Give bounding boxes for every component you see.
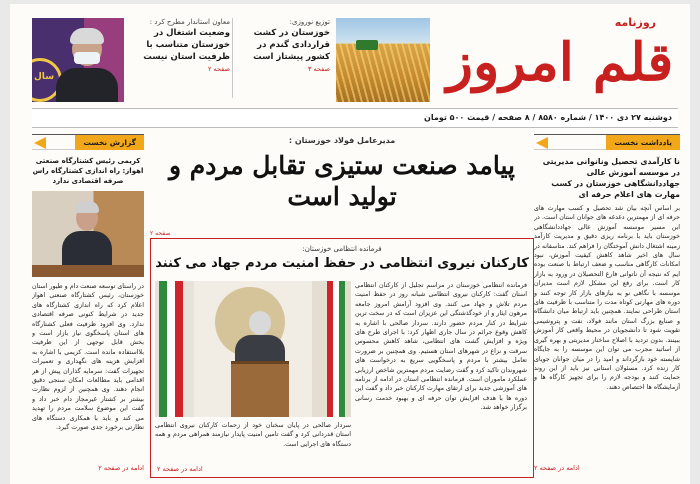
continued-ref[interactable]: ادامه در صفحه ۲ [98, 464, 144, 472]
masthead [10, 4, 690, 110]
newspaper-logo[interactable] [444, 16, 676, 106]
dateline: دوشنبه ۲۷ دی ۱۴۰۰ / شماره ۸۵۸۰ / ۸ صفحه / قیمت ۵۰۰ تومان [32, 108, 678, 128]
promo-wheat[interactable] [234, 18, 430, 102]
newspaper-page [10, 4, 690, 484]
section-label: یادداشت نخست [606, 135, 680, 150]
story-photo [155, 281, 351, 417]
promo-employment[interactable] [32, 18, 230, 102]
story-body: فرمانده انتظامی خوزستان در مراسم تجلیل از کارکنان انتظامی استان گفت: کارکنان نیروی انتظامی شبانه روز در حفظ امنیت مردم تلاش و جهاد می کنند. وی افزود آرامش امروز جامعه مرهون ایثار و از خودگذشتگی این عزیزان است که در سخت ترین شرایط در کنار مردم حضور دارند. سردار صالحی با اشاره به کاهش وقوع جرائم در سال جاری اظهار کرد: با اجرای طرح های ویژه و افزایش گشت های انتظامی، شاهد کاهش محسوس سرقت و نزاع در شهرهای استان هستیم. وی همچنین بر ضرورت تعامل بیشتر با مردم و پاسخگویی سریع به درخواست های شهروندان تاکید کرد و گفت رضایت مردم مهمترین شاخص ارزیابی عملکرد ماموران است. فرمانده انتظامی استان در ادامه از برنامه های آموزشی جدید برای ارتقای مهارت کارکنان خبر داد و گفت این دوره ها با هدف افزایش توان حرفه ای و بهبود خدمت رسانی برگزار خواهد شد. [355, 282, 527, 412]
arrow-left-icon [34, 137, 46, 149]
story-caption: سردار صالحی در پایان سخنان خود از زحمات کارکنان نیروی انتظامی استان قدردانی کرد و گفت تامین امنیت پایدار نیازمند همراهی مردم و همه دستگاه های اجرایی است. [155, 422, 351, 448]
editorial-body: بر اساس آنچه بیان شد تحصیل و کسب مهارت های حرفه ای از مهمترین دغدغه های جوانان استان است. در این مسیر موسسه آموزش عالی جهاددانشگاهی خوزستان باید با برنامه ریزی دقیق و مدیریت کارآمد زمینه اشتغال دانش آموختگان را فراهم کند. متاسفانه در سال های اخیر شاهد کاهش کیفیت آموزش، نبود امکانات کارگاهی مناسب و ضعف ارتباط با صنعت بوده ایم که نتیجه آن ناتوانی فارغ التحصیلان در ورود به بازار کار است. برای رفع این مشکل لازم است مدیران موسسه با نگاهی نو به نیازهای بازار کار توجه کنند و دوره های مهارتی کوتاه مدت را متناسب با ظرفیت های استان طراحی نمایند. همچنین باید ارتباط میان دانشگاه و صنایع بزرگ استان مانند فولاد، نفت و پتروشیمی تقویت شود تا دانشجویان در محیط واقعی کار آموزش ببینند. بدون تردید با اصلاح ساختار مدیریتی و بهره گیری از اساتید مجرب می توان این موسسه را به جایگاه شایسته خود بازگرداند و امید را در میان جوانان جویای کار زنده کرد. مسئولان استانی نیز باید از این روند حمایت کنند و بودجه لازم را برای تجهیز کارگاه ها و آزمایشگاه ها اختصاص دهند. [534, 205, 680, 391]
lead-overline: مدیرعامل فولاد خوزستان : [288, 136, 396, 145]
photo-ring-text: سال [34, 72, 55, 82]
story-overline: فرمانده انتظامی خوزستان: [302, 245, 382, 253]
police-story [150, 238, 534, 478]
continued-ref[interactable]: ادامه در صفحه ۲ [534, 464, 580, 472]
story-headline[interactable]: کارکنان نیروی انتظامی در حفظ امنیت مردم جهاد می کنند [155, 256, 529, 271]
lead-section [150, 134, 534, 478]
promo-wheat-photo [336, 18, 430, 102]
logo-subtitle: روزنامه [614, 16, 656, 29]
logo-name: قلم امروز [446, 32, 674, 93]
promo-kicker: معاون استاندار مطرح کرد : [149, 18, 230, 26]
arrow-left-icon [536, 137, 548, 149]
lead-headline[interactable]: پیامد صنعت ستیزی تقابل مردم و تولید است [169, 151, 515, 211]
editorial-title[interactable]: نا کارآمدی تحصیل ونانوانی مدیریتی در موسسه آموزش عالی جهاددانشگاهی خوزستان در کسب مهارت های اعلام حرفه ای [542, 157, 680, 199]
report-photo [32, 191, 144, 277]
corner-page-tag: صفحه ۲ [150, 230, 171, 237]
report-column [32, 134, 144, 478]
editorial-column [534, 134, 680, 478]
promo-employment-photo [32, 18, 124, 102]
promo-title: خوزستان در کشت قراردادی گندم در کشور پیشتاز است [253, 28, 330, 62]
report-title[interactable]: کریمی رئیس کشتارگاه صنعتی اهواز: راه اندازی کشتارگاه راس صرفه اقتصادی ندارد [32, 157, 144, 185]
continued-ref[interactable]: ادامه در صفحه ۲ [157, 465, 203, 473]
report-body: در راستای توسعه صنعت دام و طیور استان خوزستان، رئیس کشتارگاه صنعتی اهواز اعلام کرد که راه اندازی کشتارگاه های جدید در شرایط کنونی صرفه اقتصادی ندارد. وی افزود ظرفیت فعلی کشتارگاه های استان پاسخگوی نیاز بازار است و بخش قابل توجهی از این ظرفیت بلااستفاده مانده است. کریمی با اشاره به افزایش هزینه های نگهداری و تعمیرات تجهیزات گفت: سرمایه گذاران پیش از هر اقدامی باید مطالعات امکان سنجی دقیق انجام دهند. وی همچنین از لزوم نظارت بیشتر بر کشتار غیرمجاز دام خبر داد و گفت این موضوع سلامت مردم را تهدید می کند و باید با همکاری دستگاه های نظارتی برخورد جدی صورت گیرد. [32, 283, 144, 432]
section-label-bar [534, 134, 680, 150]
promo-title: وضعیت اشتغال در خوزستان متناسب با ظرفیت استان نیست [143, 28, 230, 62]
promo-page-ref: صفحه ۳ [307, 65, 330, 73]
promo-page-ref: صفحه ۲ [207, 65, 230, 73]
section-label-bar [32, 134, 144, 150]
promo-kicker: توزیع نوروزی: [289, 18, 330, 26]
section-label: گزارش نخست [75, 135, 144, 150]
